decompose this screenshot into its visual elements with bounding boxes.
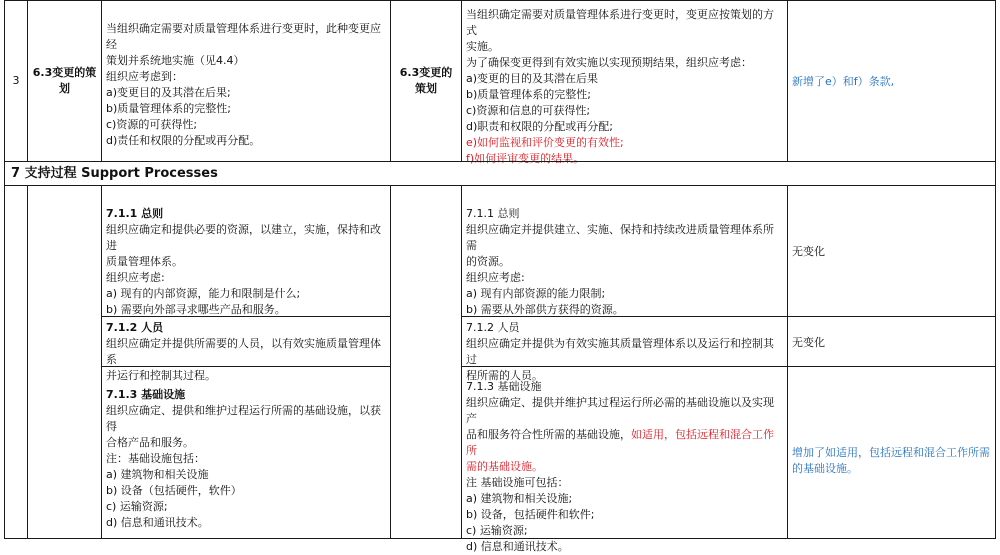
remark-line: 的基础设施。	[792, 462, 858, 475]
old-line: c) 运输资源;	[106, 500, 168, 513]
old-line: 合格产品和服务。	[106, 436, 194, 449]
new-line: 组织应确定并提供建立、实施、保持和持续改进质量管理体系所需	[466, 223, 774, 252]
new-line-added: e)如何监视和评价变更的有效性;	[466, 136, 624, 149]
new-line: b) 需要从外部供方获得的资源。	[466, 303, 624, 316]
new-line: d) 信息和通讯技术。	[466, 540, 569, 553]
old-line: 注：基础设施包括：	[106, 452, 205, 465]
old-line: d) 信息和通讯技术。	[106, 516, 209, 529]
new-line: 注 基础设施可包括：	[466, 476, 569, 489]
new-line: 组织应确定、提供并维护其过程运行所必需的基础设施以及实现产	[466, 396, 774, 425]
old-line: a) 建筑物和相关设施	[106, 468, 209, 481]
new-line: 为了确保变更得到有效实施以实现预期结果，组织应考虑：	[466, 56, 752, 69]
new-text-cell-712	[461, 316, 788, 382]
old-line: 并运行和控制其过程。	[106, 369, 216, 382]
remark-text: 无变化	[792, 245, 825, 258]
section-header	[4, 161, 996, 186]
clause-old-cell-empty	[27, 185, 102, 539]
old-line: 组织应确定、提供和维护过程运行所需的基础设施，以获得	[106, 404, 381, 433]
new-line: c) 运输资源;	[466, 524, 528, 537]
new-subtitle: 7.1.3 基础设施	[466, 380, 542, 393]
new-line: c)资源和信息的可获得性;	[466, 104, 591, 117]
new-line: 程所需的人员。	[466, 369, 543, 382]
old-text-cell-713	[101, 366, 391, 539]
old-subtitle: 7.1.3 基础设施	[106, 388, 186, 401]
clause-new-title: 6.3变更的策划	[399, 66, 453, 95]
old-line: c)资源的可获得性;	[106, 118, 198, 131]
remark-cell-712	[787, 316, 996, 367]
row-number: 3	[12, 74, 20, 87]
remark-cell	[787, 0, 996, 162]
clause-new-cell	[390, 0, 462, 162]
row-number-cell-empty	[4, 185, 28, 539]
remark-cell-713	[787, 366, 996, 539]
remark-line: 增加了如适用，包括远程和混合工作所需	[792, 446, 990, 459]
remark-cell-711	[787, 185, 996, 317]
new-line-part: 品和服务符合性所需的基础设施，	[466, 428, 631, 441]
old-line: 组织应考虑到：	[106, 70, 183, 83]
old-line: a) 现有的内部资源，能力和限制是什么;	[106, 287, 301, 300]
new-line: b) 设备，包括硬件和软件;	[466, 508, 595, 521]
new-line: d)职责和权限的分配或再分配;	[466, 120, 613, 133]
clause-old-title: 6.3变更的策划	[32, 66, 97, 95]
section-title: 7 支持过程 Support Processes	[11, 165, 218, 181]
old-line: a)变更目的及其潜在后果;	[106, 86, 231, 99]
new-line: a)变更的目的及其潜在后果	[466, 72, 599, 85]
new-line-added: 如适用，包括远程和混合工作所	[466, 428, 774, 457]
new-line: 实施。	[466, 40, 499, 53]
old-line: 组织应确定和提供必要的资源，以建立，实施，保持和改进	[106, 223, 381, 252]
new-text-cell	[461, 0, 788, 165]
old-line: b) 设备（包括硬件，软件）	[106, 484, 242, 497]
clause-new-cell-empty	[390, 185, 462, 539]
new-line-added: f)如何评审变更的结果。	[466, 152, 585, 165]
remark-text: 新增了e）和f）条款,	[792, 75, 895, 88]
new-line: 当组织确定需要对质量管理体系进行变更时，变更应按策划的方式	[466, 8, 774, 37]
new-line: 组织应考虑:	[466, 271, 525, 284]
new-subtitle: 7.1.1 总则	[466, 207, 520, 220]
old-text-cell	[101, 0, 391, 162]
old-text-cell-711	[101, 185, 391, 317]
old-line: 策划并系统地实施（见4.4）	[106, 54, 245, 67]
new-line-added: 需的基础设施。	[466, 460, 543, 473]
new-line: b)质量管理体系的完整性;	[466, 88, 591, 101]
old-line: 组织应确定并提供所需要的人员，以有效实施质量管理体系	[106, 337, 381, 366]
new-line: a) 现有内部资源的能力限制;	[466, 287, 606, 300]
old-line: 组织应考虑:	[106, 271, 165, 284]
old-text-cell-712	[101, 316, 391, 382]
old-line: 当组织确定需要对质量管理体系进行变更时，此种变更应经	[106, 22, 381, 51]
old-subtitle: 7.1.2 人员	[106, 321, 164, 334]
new-line: a) 建筑物和相关设施;	[466, 492, 573, 505]
old-line: d)责任和权限的分配或再分配。	[106, 134, 261, 147]
old-line: 质量管理体系。	[106, 255, 183, 268]
remark-text: 无变化	[792, 335, 825, 349]
old-line: b) 需要向外部寻求哪些产品和服务。	[106, 303, 286, 316]
new-subtitle: 7.1.2 人员	[466, 321, 520, 334]
new-line-mixed	[466, 427, 783, 459]
new-text-cell-713	[461, 366, 788, 553]
new-text-cell-711	[461, 185, 788, 317]
new-line: 的资源。	[466, 255, 510, 268]
old-line: b)质量管理体系的完整性;	[106, 102, 231, 115]
clause-old-cell	[27, 0, 102, 162]
new-line: 组织应确定并提供为有效实施其质量管理体系以及运行和控制其过	[466, 337, 774, 366]
row-number-cell	[4, 0, 28, 162]
old-subtitle: 7.1.1 总则	[106, 207, 164, 220]
